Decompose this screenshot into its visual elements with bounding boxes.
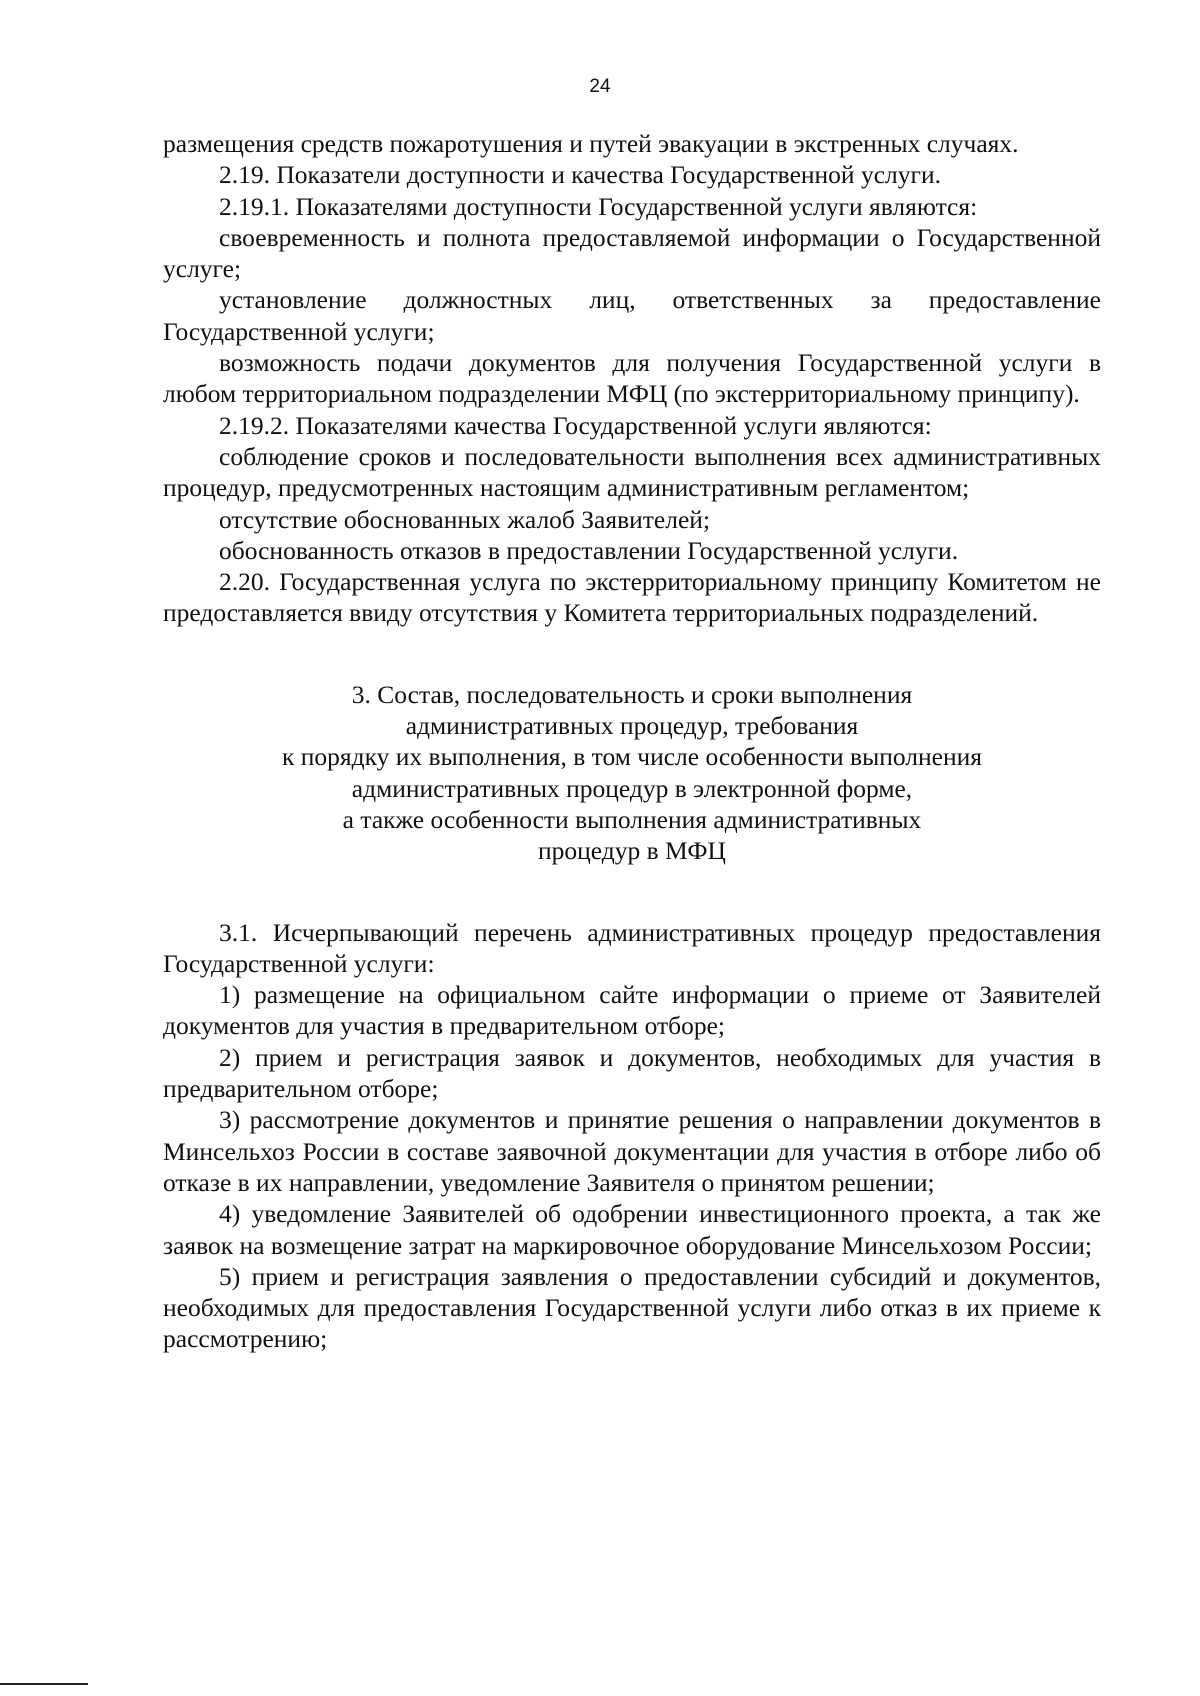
paragraph: 2.19. Показатели доступности и качества Государственной услуги. bbox=[219, 160, 941, 190]
page-number: 24 bbox=[589, 76, 611, 97]
paragraph: установление должностных лиц, ответственных за предоставление Государственной услуги; bbox=[163, 285, 1101, 346]
section-2-paragraphs bbox=[163, 128, 1101, 629]
paragraph: обоснованность отказов в предоставлении Государственной услуги. bbox=[219, 535, 959, 565]
paragraph: 4) уведомление Заявителей об одобрении инвестиционного проекта, а так же заявок на возмещение затрат на маркировочное оборудование Минсельхозом России; bbox=[163, 1199, 1101, 1260]
heading-line: административных процедур, требования bbox=[405, 711, 859, 741]
paragraph: размещения средств пожаротушения и путей эвакуации в экстренных случаях. bbox=[163, 129, 1019, 158]
paragraph: 2.20. Государственная услуга по экстерриториальному принципу Комитетом не предоставляется ввиду отсутствия у Комитета территориальных подразделений. bbox=[163, 567, 1101, 628]
paragraph: своевременность и полнота предоставляемой информации о Государственной услуге; bbox=[163, 222, 1101, 284]
document-body bbox=[163, 128, 1101, 1355]
heading-line: а также особенности выполнения административных bbox=[342, 804, 922, 834]
section-3-heading bbox=[163, 679, 1101, 867]
section-3-paragraphs bbox=[163, 917, 1101, 1355]
paragraph: 1) размещение на официальном сайте информации о приеме от Заявителей документов для участия в предварительном отборе; bbox=[163, 980, 1101, 1041]
paragraph: возможность подачи документов для получения Государственной услуги в любом территориальном подразделении МФЦ (по экстерриториальному принципу). bbox=[163, 348, 1101, 409]
paragraph: 2) прием и регистрация заявок и документов, необходимых для участия в предварительном отборе; bbox=[163, 1042, 1101, 1104]
scan-edge-mark bbox=[0, 1683, 88, 1685]
paragraph: соблюдение сроков и последовательности выполнения всех административных процедур, предусмотренных настоящим административным регламентом; bbox=[163, 441, 1101, 503]
paragraph: 3) рассмотрение документов и принятие решения о направлении документов в Минсельхоз России в составе заявочной документации для участия в отборе либо об отказе в их направлении, уведомление Заявителя о принятом решении; bbox=[163, 1105, 1101, 1197]
paragraph: отсутствие обоснованных жалоб Заявителей; bbox=[219, 504, 711, 534]
heading-line: административных процедур в электронной форме, bbox=[351, 773, 913, 803]
heading-line: процедур в МФЦ bbox=[538, 836, 726, 866]
paragraph: 2.19.1. Показателями доступности Государственной услуги являются: bbox=[219, 191, 978, 221]
heading-line: к порядку их выполнения, в том числе особенности выполнения bbox=[282, 742, 982, 772]
paragraph: 2.19.2. Показателями качества Государственной услуги являются: bbox=[219, 410, 932, 440]
heading-line: 3. Состав, последовательность и сроки выполнения bbox=[351, 679, 913, 709]
paragraph: 3.1. Исчерпывающий перечень административных процедур предоставления Государственной услуги: bbox=[163, 917, 1101, 978]
paragraph: 5) прием и регистрация заявления о предоставлении субсидий и документов, необходимых для предоставления Государственной услуги либо отказ в их приеме к рассмотрению; bbox=[163, 1261, 1101, 1354]
